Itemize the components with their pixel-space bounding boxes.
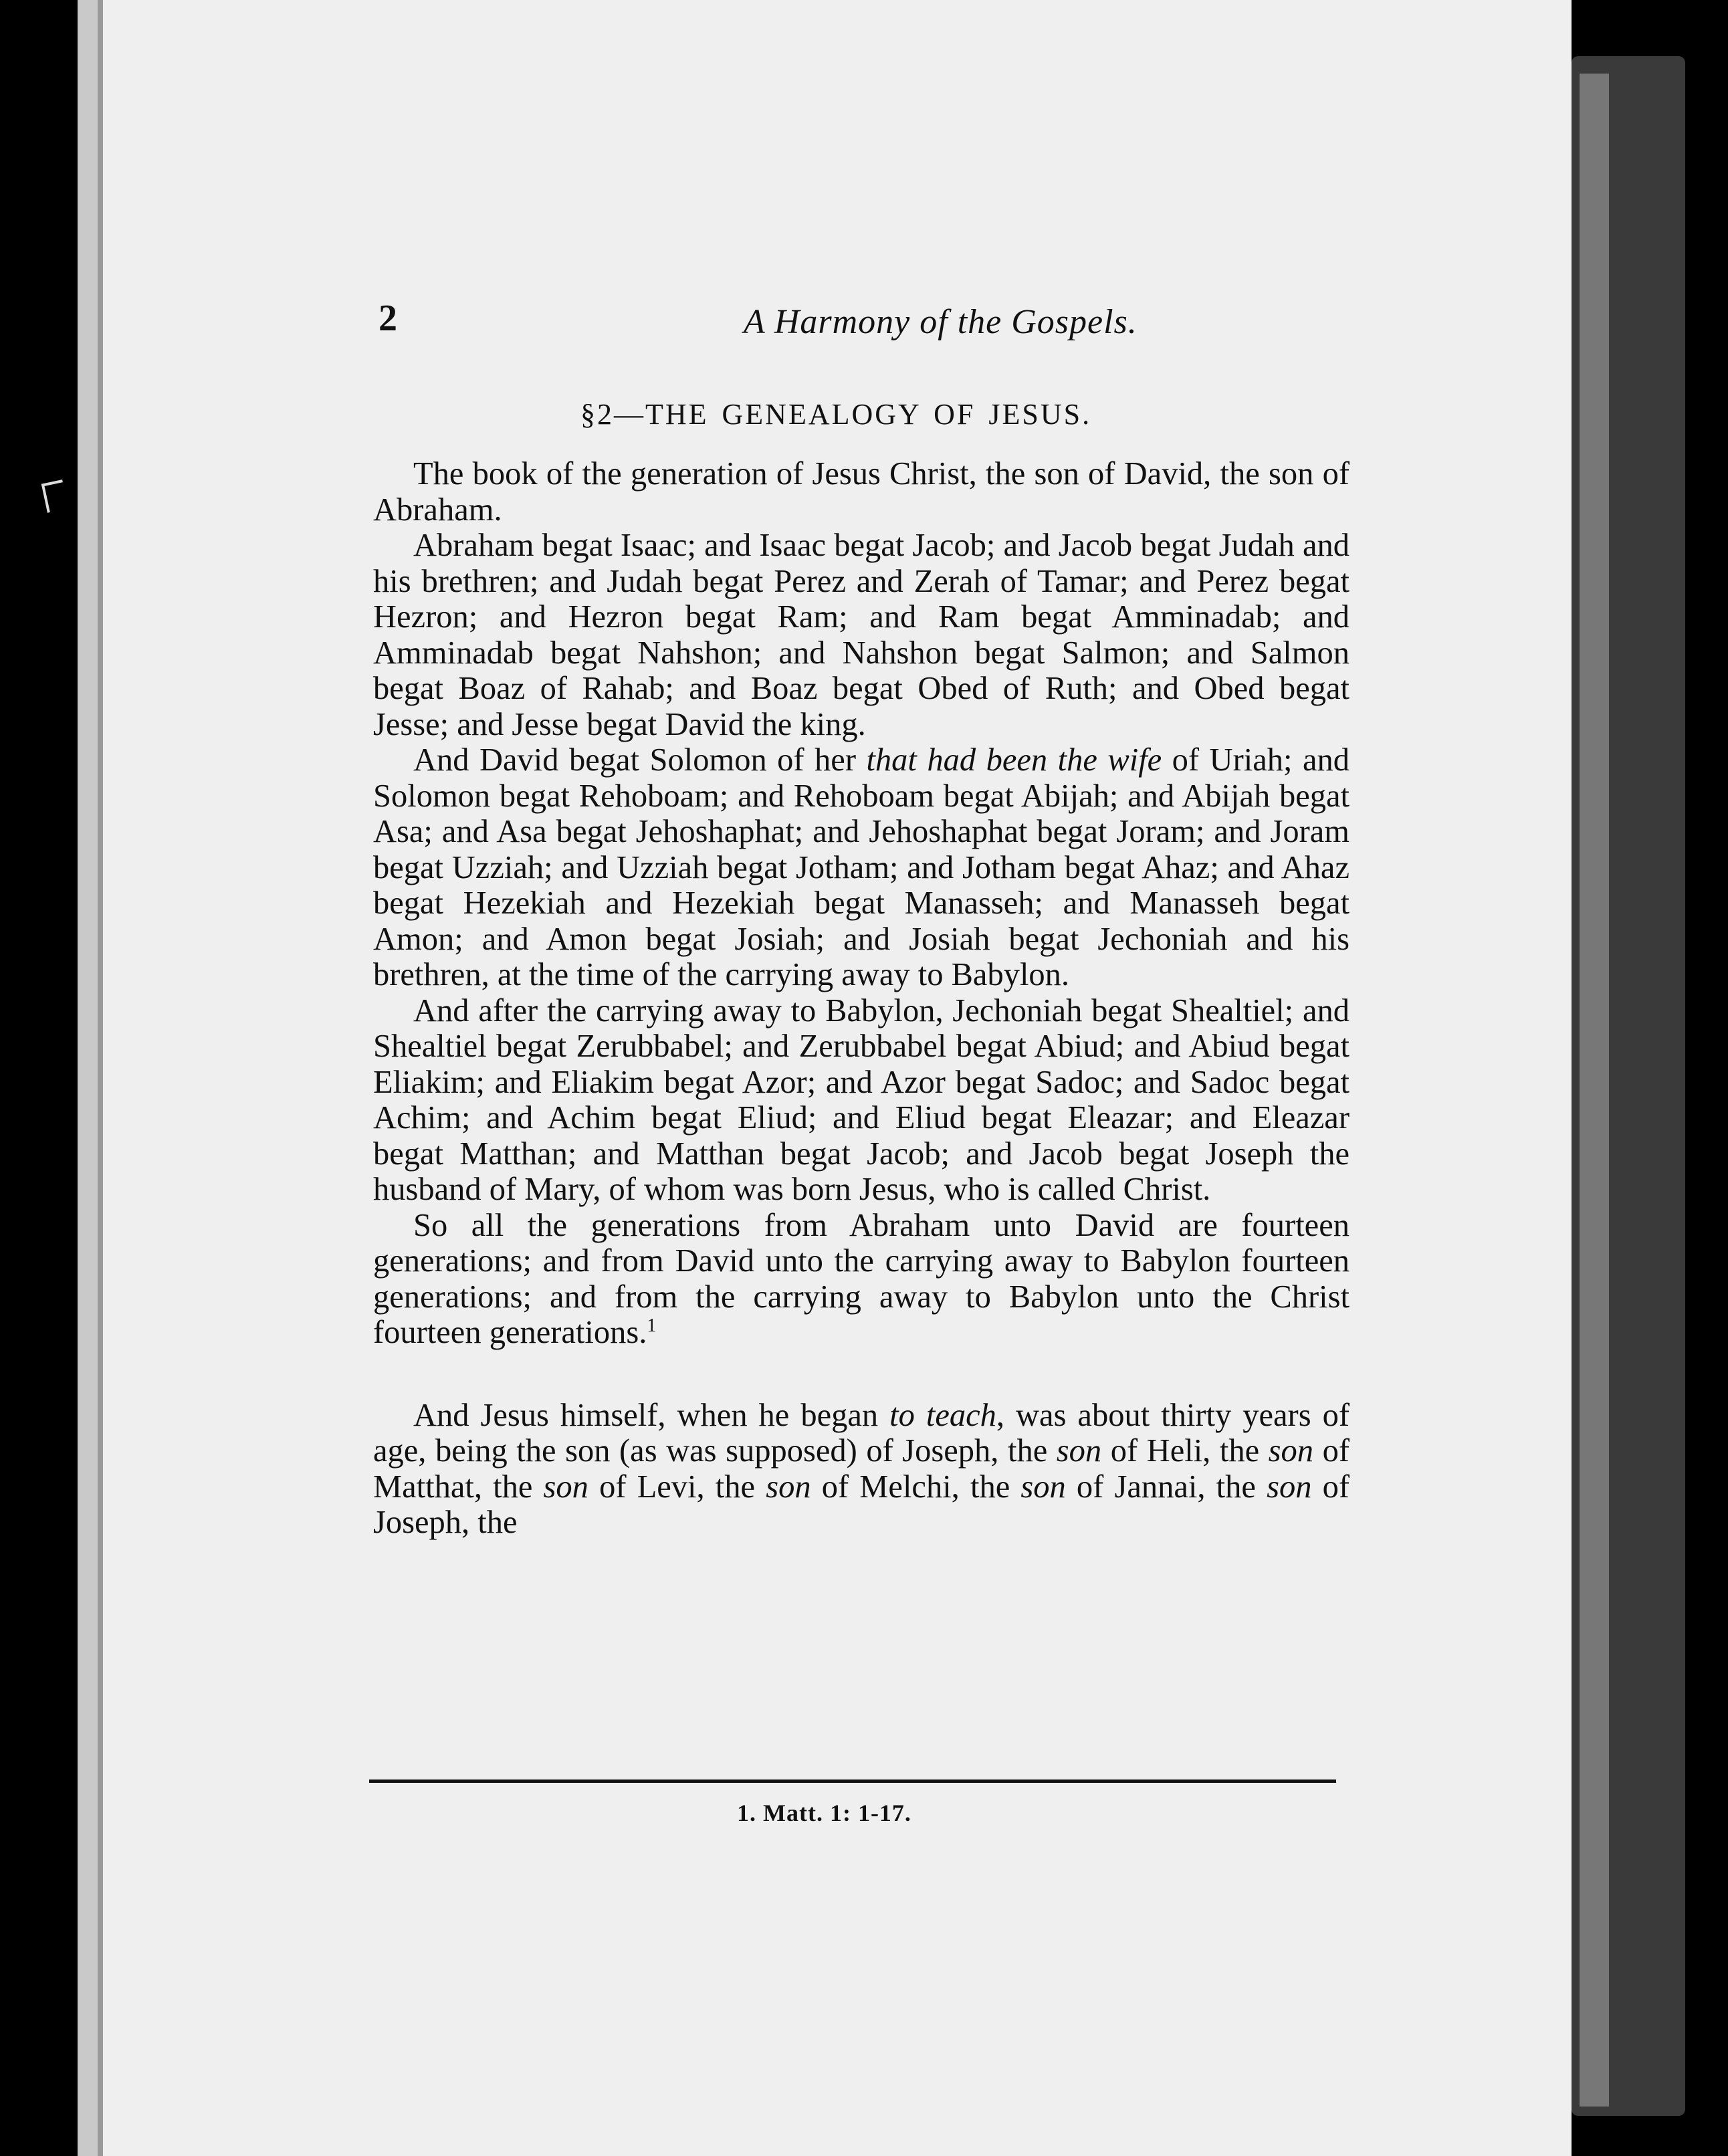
paragraph-3-text-a: And David begat Solomon of her [413,742,867,778]
paragraph-2: Abraham begat Isaac; and Isaac begat Jacob; and Jacob begat Judah and his brethren; and Judah begat Perez and Zerah of Tamar; and Perez begat Hezron; and Hezron begat Ram; and Ram begat Amminadab; and Amminadab begat Nahshon; and Nahshon begat Salmon; and Salmon begat Boaz of Rahab; and Boaz begat Obed of Ruth; and Obed begat Jesse; and Jesse begat David the king. [373,528,1349,742]
page-header [379,297,1515,350]
paragraph-6 [373,1398,1349,1541]
page-number: 2 [379,298,397,339]
paragraph-3-text-b: of Uriah; and Solomon begat Rehoboam; and Rehoboam begat Abijah; and Abijah begat Asa; and Asa begat Jehoshaphat; and Jehoshaphat begat Joram; and Joram begat Uzziah; and Uzziah begat Jotham; and Jotham begat Ahaz; and Ahaz begat Hezekiah and Hezekiah begat Manasseh; and Manasseh begat Amon; and Amon begat Josiah; and Josiah begat Jechoniah and his brethren, at the time of the carrying away to Babylon. [373,742,1349,992]
running-title: A Harmony of the Gospels. [744,303,1138,341]
paragraph-3 [373,742,1349,993]
paragraph-6-italic-5: son [766,1469,811,1505]
paragraph-6-text-f: of Melchi, the [811,1469,1021,1505]
footnote-rule [369,1780,1336,1783]
footnote-reference: 1 [647,1315,657,1336]
paragraph-6-italic-2: son [1056,1433,1102,1469]
paragraph-6-italic-1: to teach [889,1397,996,1433]
section-title: §2—THE GENEALOGY OF JESUS. [580,398,1092,431]
footnote: 1. Matt. 1: 1-17. [737,1800,911,1826]
paragraph-5 [373,1208,1349,1351]
paragraph-5-text: So all the generations from Abraham unto David are fourteen generations; and from David unto the carrying away to Babylon fourteen generations; and from the carrying away to Babylon unto the Christ fourteen generations. [373,1207,1349,1350]
paragraph-6-text-a: And Jesus himself, when he began [413,1397,890,1433]
margin-mark [41,479,68,513]
body-text [373,456,1349,1541]
paragraph-1: The book of the generation of Jesus Christ, the son of David, the son of Abraham. [373,456,1349,528]
book-page-stack-edge [1580,74,1609,2107]
paragraph-6-text-d: of Matthat, the [373,1433,1350,1505]
paragraph-6-text-e: of Levi, the [588,1469,766,1505]
paragraph-4: And after the carrying away to Babylon, Jechoniah begat Shealtiel; and Shealtiel begat Zerubbabel; and Zerubbabel begat Abiud; and Abiud begat Eliakim; and Eliakim begat Azor; and Azor begat Sadoc; and Sadoc begat Achim; and Achim begat Eliud; and Eliud begat Eleazar; and Eleazar begat Matthan; and Matthan begat Jacob; and Jacob begat Joseph the husband of Mary, of whom was born Jesus, who is called Christ. [373,992,1349,1207]
paragraph-6-italic-6: son [1020,1469,1066,1505]
paragraph-6-italic-3: son [1268,1433,1314,1469]
paragraph-6-text-g: of Jannai, the [1065,1469,1267,1505]
paragraph-6-italic-4: son [543,1469,588,1505]
paragraph-6-text-b: , was about thirty years of age, being the son (as was supposed) of Joseph, the [373,1397,1349,1469]
paragraph-6-text-c: of Heli, the [1101,1433,1269,1469]
paragraph-6-text-h: of Joseph, the [373,1469,1350,1540]
paragraph-3-italic: that had been the wife [866,742,1162,778]
paragraph-6-italic-7: son [1267,1469,1312,1505]
book-page [103,0,1572,2156]
